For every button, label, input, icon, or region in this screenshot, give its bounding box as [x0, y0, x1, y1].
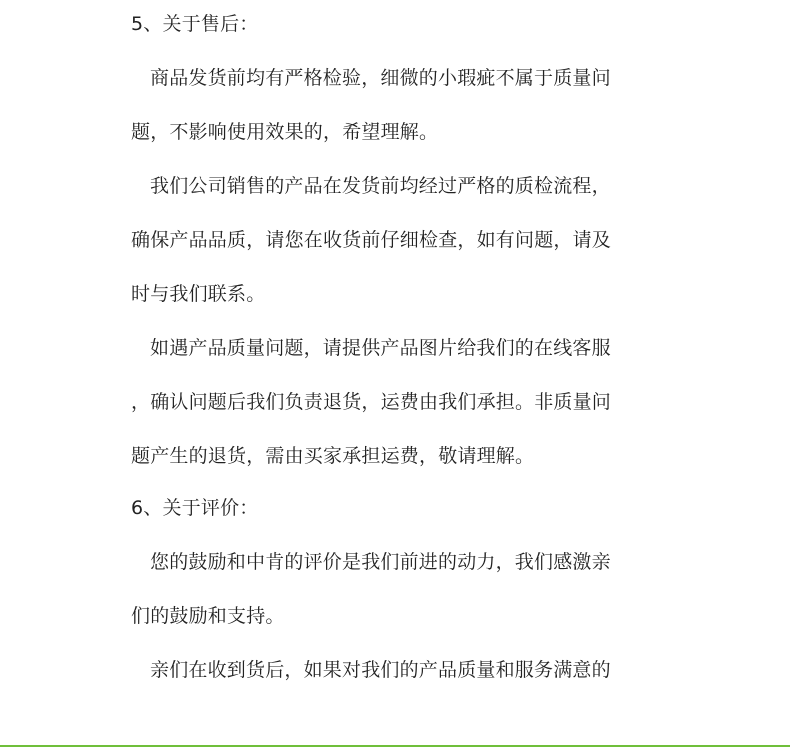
- section-6-paragraph-1-line-2: 们的鼓励和支持。: [131, 605, 285, 627]
- section-5-paragraph-2-line-1: 我们公司销售的产品在发货前均经过严格的质检流程，: [150, 175, 611, 197]
- section-6-paragraph-1-line-1: 您的鼓励和中肯的评价是我们前进的动力，我们感激亲: [150, 551, 611, 573]
- section-5-paragraph-2-line-3: 时与我们联系。: [131, 283, 266, 305]
- section-5-paragraph-3-line-1: 如遇产品质量问题，请提供产品图片给我们的在线客服: [150, 337, 611, 359]
- bottom-divider: [0, 745, 790, 747]
- section-5-paragraph-1-line-2: 题，不影响使用效果的，希望理解。: [131, 121, 439, 143]
- section-5-paragraph-3-line-2: ，确认问题后我们负责退货，运费由我们承担。非质量问: [131, 391, 612, 413]
- section-5-heading: 5、关于售后：: [131, 13, 259, 35]
- section-6-paragraph-2-line-1: 亲们在收到货后，如果对我们的产品质量和服务满意的: [150, 659, 611, 681]
- section-5-paragraph-2-line-2: 确保产品品质，请您在收货前仔细检查，如有问题，请及: [131, 229, 612, 251]
- section-6-heading: 6、关于评价：: [131, 497, 259, 519]
- section-5-paragraph-3-line-3: 题产生的退货，需由买家承担运费，敬请理解。: [131, 445, 535, 467]
- section-5-paragraph-1-line-1: 商品发货前均有严格检验，细微的小瑕疵不属于质量问: [150, 67, 611, 89]
